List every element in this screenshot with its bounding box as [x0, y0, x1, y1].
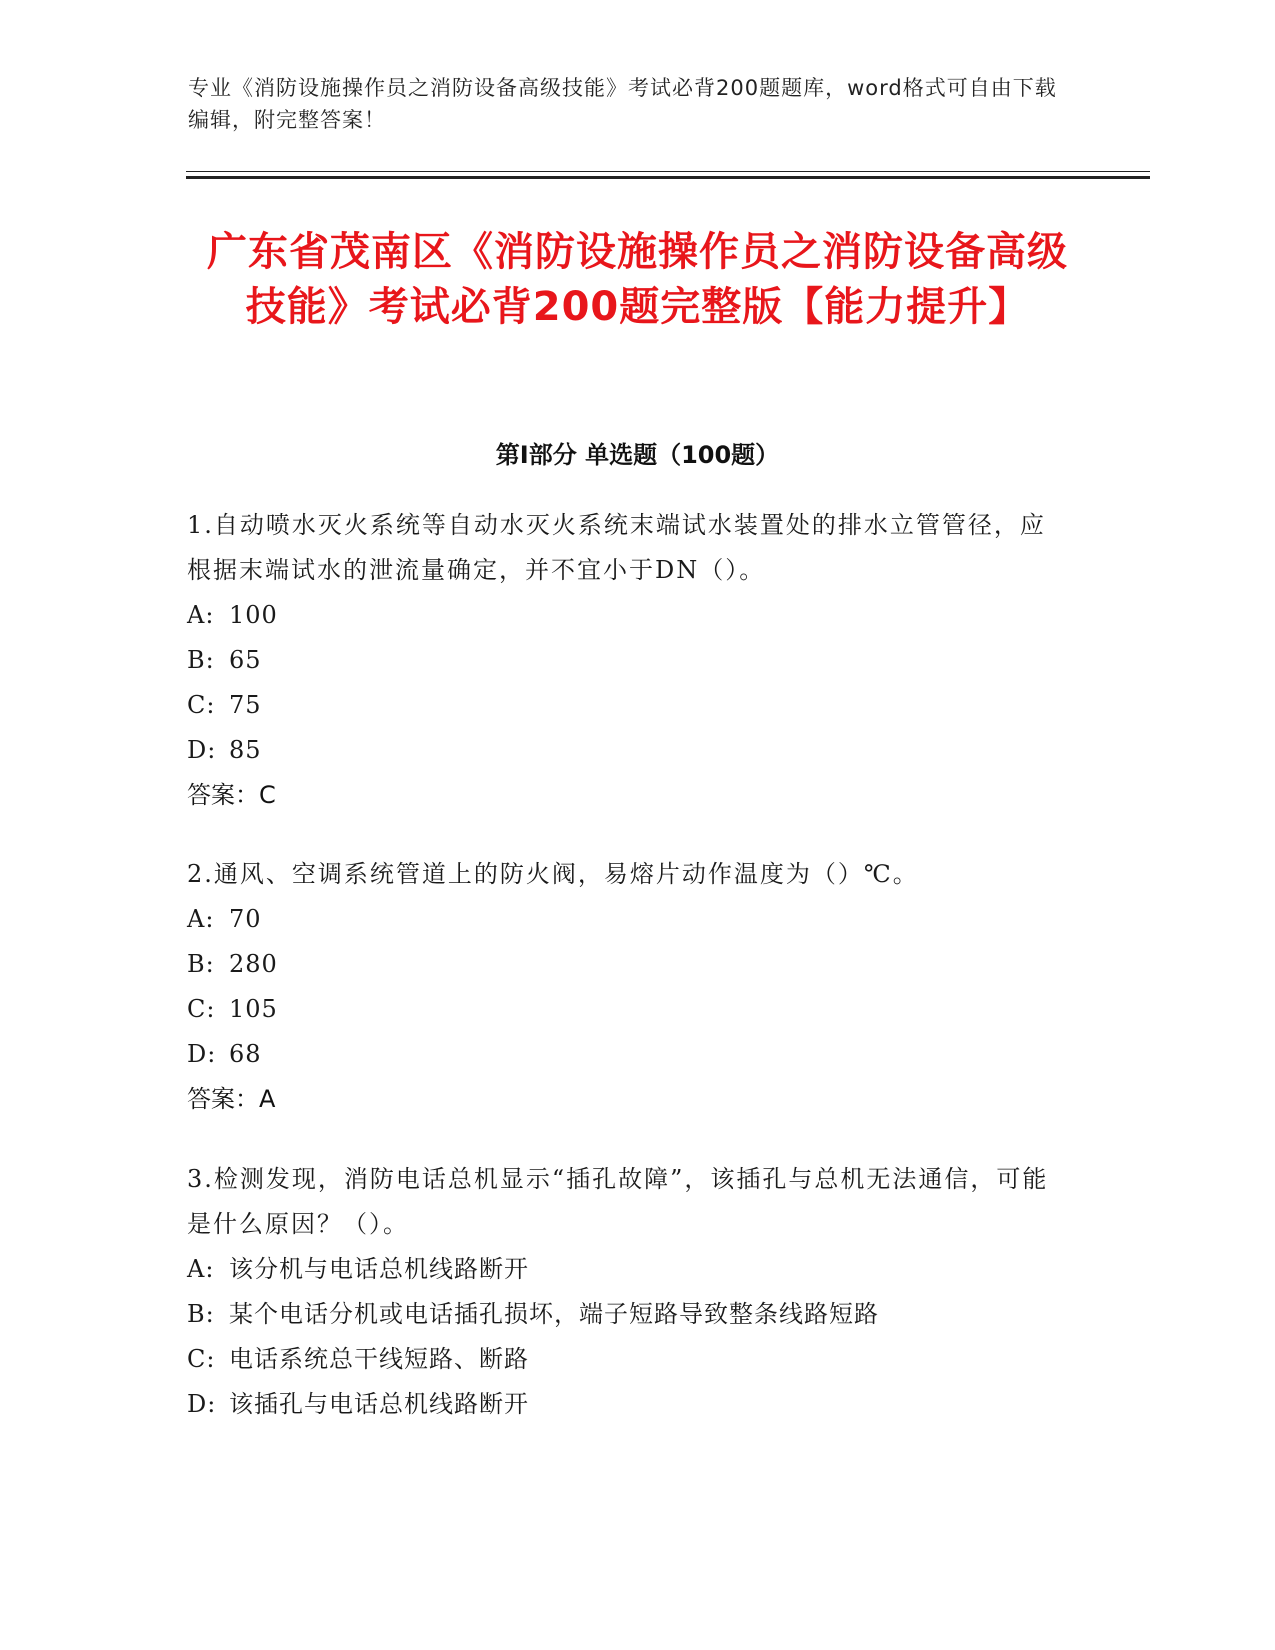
- answer: 答案：C: [187, 781, 276, 809]
- option-a: [187, 897, 1067, 942]
- option-d: [187, 1032, 1067, 1077]
- option-key: B:: [187, 646, 215, 674]
- option-text: 100: [229, 601, 278, 629]
- option-text: 85: [229, 736, 262, 764]
- header-note: 专业《消防设施操作员之消防设备高级技能》考试必背200题题库，word格式可自由下载编辑，附完整答案！: [188, 76, 1057, 132]
- answer: 答案：A: [187, 1085, 276, 1113]
- option-b: [187, 638, 1067, 683]
- option-text: 105: [229, 995, 278, 1023]
- option-key: B:: [187, 1300, 215, 1328]
- option-text: 280: [229, 950, 278, 978]
- option-c: [187, 683, 1067, 728]
- option-key: A:: [187, 1255, 215, 1283]
- option-key: B:: [187, 950, 215, 978]
- question-2: [187, 852, 1067, 1122]
- option-text: 68: [229, 1040, 262, 1068]
- option-text: 70: [229, 905, 262, 933]
- option-key: D:: [187, 736, 217, 764]
- option-text: 65: [229, 646, 262, 674]
- header-divider-thin: [186, 171, 1150, 172]
- option-c: [187, 987, 1067, 1032]
- option-key: C:: [187, 1345, 216, 1373]
- question-1: [187, 503, 1067, 818]
- option-d: [187, 728, 1067, 773]
- option-key: C:: [187, 691, 216, 719]
- question-stem: 1.自动喷水灭火系统等自动水灭火系统末端试水装置处的排水立管管径，应根据末端试水的泄流量确定，并不宜小于DN（）。: [187, 511, 1046, 584]
- question-stem: 2.通风、空调系统管道上的防火阀，易熔片动作温度为（）℃。: [187, 860, 919, 888]
- option-text: 75: [229, 691, 262, 719]
- document-title: 广东省茂南区《消防设施操作员之消防设备高级技能》考试必背200题完整版【能力提升】: [207, 229, 1068, 330]
- option-text: 某个电话分机或电话插孔损坏，端子短路导致整条线路短路: [229, 1300, 879, 1328]
- section-heading: 第Ⅰ部分 单选题（100题）: [495, 441, 780, 469]
- option-b: [187, 1292, 1067, 1337]
- option-c: [187, 1337, 1067, 1382]
- option-a: [187, 593, 1067, 638]
- option-b: [187, 942, 1067, 987]
- question-3: [187, 1157, 1067, 1427]
- question-stem: 3.检测发现，消防电话总机显示“插孔故障”，该插孔与总机无法通信，可能是什么原因？（）。: [187, 1165, 1049, 1238]
- option-d: [187, 1382, 1067, 1427]
- header-divider-thick: [186, 176, 1150, 179]
- option-key: D:: [187, 1390, 217, 1418]
- option-key: D:: [187, 1040, 217, 1068]
- option-a: [187, 1247, 1067, 1292]
- option-text: 电话系统总干线短路、断路: [229, 1345, 529, 1373]
- option-key: A:: [187, 905, 215, 933]
- option-text: 该插孔与电话总机线路断开: [229, 1390, 529, 1418]
- option-key: C:: [187, 995, 216, 1023]
- option-text: 该分机与电话总机线路断开: [229, 1255, 529, 1283]
- option-key: A:: [187, 601, 215, 629]
